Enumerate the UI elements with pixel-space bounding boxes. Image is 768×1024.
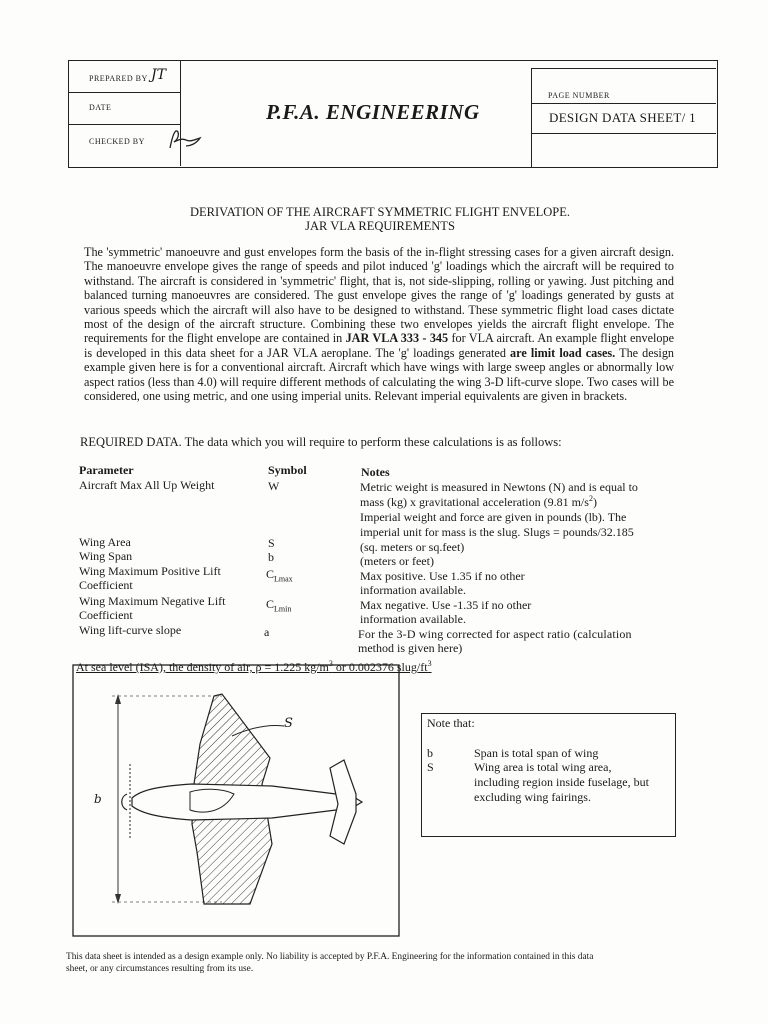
- intro-bold-limit: are limit load cases.: [510, 345, 616, 360]
- param-clmin-2: Coefficient: [79, 608, 133, 622]
- note-b-text: Span is total span of wing: [474, 746, 599, 760]
- aircraft-planform-diagram: [72, 664, 402, 938]
- param-clmax-2: Coefficient: [79, 578, 133, 592]
- note-s-text-3: excluding wing fairings.: [474, 790, 591, 804]
- required-data-paragraph: REQUIRED DATA. The data which you will require to perform these calculations is as follows:: [80, 435, 562, 449]
- param-weight: Aircraft Max All Up Weight: [79, 478, 215, 492]
- param-clmin: Wing Maximum Negative Lift: [79, 594, 226, 608]
- page-number-row2: [531, 133, 716, 134]
- note-wing-span: (meters or feet): [360, 554, 434, 568]
- param-wing-span: Wing Span: [79, 549, 133, 563]
- symbol-clmin: $C_{Lmin}$: [266, 597, 292, 614]
- intro-text-2: for VLA aircraft. An example flight envelope is developed in this data sheet for a JAR VLA aeroplane. The 'g' loadings generated: [84, 331, 674, 360]
- intro-bold-reference: JAR VLA 333 - 345: [345, 331, 449, 346]
- note-wing-area: (sq. meters or sq.feet): [360, 540, 465, 554]
- intro-text-1: The 'symmetric' manoeuvre and gust envelopes form the basis of the in-flight stressing cases for a given aircraft design. The manoeuvre envelope gives the range of speeds and pilot induced 'g' loadings which the aircraft will be required to withstand. The aircraft is considered in 'symmetric' flight, that is, not side-slipping, rolling or yawing. Just pitching and balanced turning manoeuvres are considered. The gust envelope gives the range of 'g' loadings generated by gusts at various speeds which the aircraft will also have to be designed to withstand. These symmetric flight load cases dictate most of the design of the aircraft structure. Combining these two envelopes yields the aircraft flight envelope. The requirements for the flight envelope are contained in: [84, 245, 674, 346]
- symbol-weight: W: [268, 479, 280, 493]
- company-title: P.F.A. ENGINEERING: [266, 100, 480, 124]
- figure-label-b: b: [94, 792, 102, 806]
- note-s-text-2: including region inside fuselage, but: [474, 775, 649, 789]
- footer-disclaimer-1: This data sheet is intended as a design example only. No liability is accepted by P.F.A. Engineering for the information contained in this data: [66, 952, 594, 962]
- param-wing-area: Wing Area: [79, 535, 131, 549]
- param-clmax: Wing Maximum Positive Lift: [79, 564, 221, 578]
- checked-by-signature: [166, 128, 206, 152]
- intro-paragraph: [84, 245, 674, 403]
- note-clmin-2: information available.: [360, 612, 466, 626]
- col-header-symbol: Symbol: [268, 463, 307, 477]
- date-label: DATE: [89, 103, 112, 112]
- col-header-parameter: Parameter: [79, 463, 134, 477]
- symbol-lift-slope: a: [264, 625, 270, 639]
- prepared-by-label: PREPARED BY: [89, 74, 148, 83]
- document-heading-line1: DERIVATION OF THE AIRCRAFT SYMMETRIC FLIGHT ENVELOPE.: [189, 205, 570, 219]
- note-weight-4: imperial unit for mass is the slug. Slugs = pounds/32.185: [360, 525, 634, 539]
- note-weight-3: Imperial weight and force are given in pounds (lb). The: [360, 510, 627, 524]
- symbol-wing-span: b: [268, 550, 274, 564]
- note-lift-slope-1: For the 3-D wing corrected for aspect ratio (calculation: [358, 627, 632, 641]
- checked-by-label: CHECKED BY: [89, 137, 145, 146]
- symbol-clmax: $C_{Lmax}$: [266, 567, 293, 584]
- param-lift-slope: Wing lift-curve slope: [79, 623, 182, 637]
- footer-disclaimer-2: sheet, or any circumstances resulting from its use.: [66, 964, 254, 974]
- note-clmax-2: information available.: [360, 583, 466, 597]
- note-clmin-1: Max negative. Use -1.35 if no other: [360, 598, 532, 612]
- header-left-row2: [68, 124, 181, 125]
- note-s-symbol: S: [427, 760, 434, 774]
- note-lift-slope-2: method is given here): [358, 641, 463, 655]
- page-number-label: PAGE NUMBER: [548, 91, 610, 100]
- density-statement: At sea level (ISA), the density of air, ρ = 1.225 $kg/m^3$ or 0.002376 slug/$ft^3$: [76, 659, 432, 674]
- note-weight-2: mass (kg) x gravitational acceleration (9.81 $m/s^2$): [360, 494, 597, 509]
- note-box-title: Note that:: [427, 716, 475, 730]
- prepared-by-value: JT: [151, 67, 166, 83]
- note-s-text-1: Wing area is total wing area,: [474, 760, 612, 774]
- note-b-symbol: b: [427, 746, 433, 760]
- page-number-row1: [531, 103, 716, 104]
- figure-label-s: S: [284, 716, 293, 731]
- col-header-notes: Notes: [361, 465, 390, 479]
- symbol-wing-area: S: [268, 536, 275, 550]
- note-weight-1: Metric weight is measured in Newtons (N) and is equal to: [360, 480, 638, 494]
- note-clmax-1: Max positive. Use 1.35 if no other: [360, 569, 525, 583]
- document-heading-line2: JAR VLA REQUIREMENTS: [305, 219, 455, 233]
- page-number-value: DESIGN DATA SHEET/ 1: [549, 110, 696, 125]
- header-left-row1: [68, 92, 181, 93]
- fuselage: [132, 784, 362, 820]
- intro-text-3: The design example given here is for a conventional aircraft. Aircraft which have wings with large sweep angles or abnormally low aspect ratios (less than 4.0) will require different methods of calculating the wing 3-D lift-curve slope. Two cases will be considered, one using metric, and one using imperial units. Relevant imperial equivalents are given in brackets.: [84, 345, 675, 404]
